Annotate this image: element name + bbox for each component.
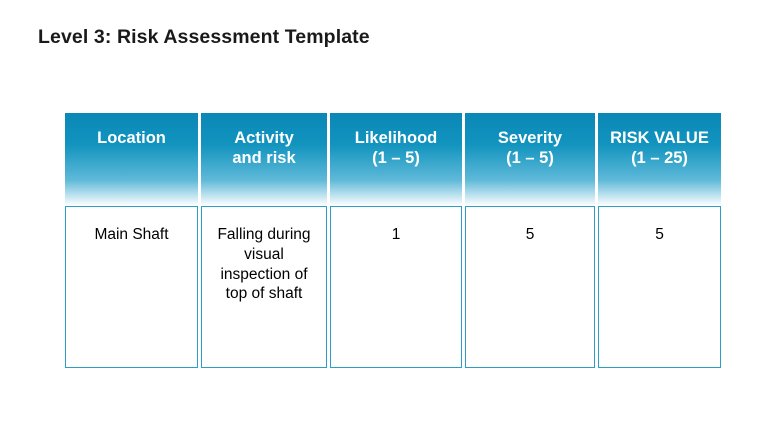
risk-assessment-table [62, 113, 724, 368]
column-header-activity [201, 113, 327, 206]
column-header-risk-value-line2: (1 – 25) [631, 149, 688, 168]
page-title: Level 3: Risk Assessment Template [38, 26, 370, 48]
cell-location [65, 206, 198, 368]
cell-location-text: Main Shaft [94, 226, 169, 243]
cell-severity [465, 206, 595, 368]
cell-severity-text: 5 [525, 226, 535, 243]
cell-risk-value-text: 5 [655, 226, 664, 243]
column-header-likelihood-line1: Likelihood [354, 129, 438, 147]
cell-likelihood-text: 1 [391, 226, 401, 243]
risk-assessment-table-wrapper [62, 113, 716, 368]
column-header-likelihood [330, 113, 462, 206]
column-header-risk-value-line1: RISK VALUE [610, 129, 709, 147]
column-header-activity-line1: Activity [234, 129, 294, 147]
table-header-row [65, 113, 721, 206]
column-header-activity-line2: and risk [232, 149, 296, 168]
column-header-severity [465, 113, 595, 206]
column-header-location-line1: Location [97, 129, 166, 147]
column-header-severity-line1: Severity [497, 129, 563, 147]
cell-activity-text: Falling during visual inspection of top of shaft [217, 226, 311, 303]
table-row [65, 206, 721, 368]
cell-risk-value [598, 206, 721, 368]
column-header-location [65, 113, 198, 206]
cell-likelihood [330, 206, 462, 368]
column-header-likelihood-line2: (1 – 5) [372, 149, 420, 168]
column-header-risk-value [598, 113, 721, 206]
column-header-severity-line2: (1 – 5) [506, 149, 554, 168]
cell-activity [201, 206, 327, 368]
